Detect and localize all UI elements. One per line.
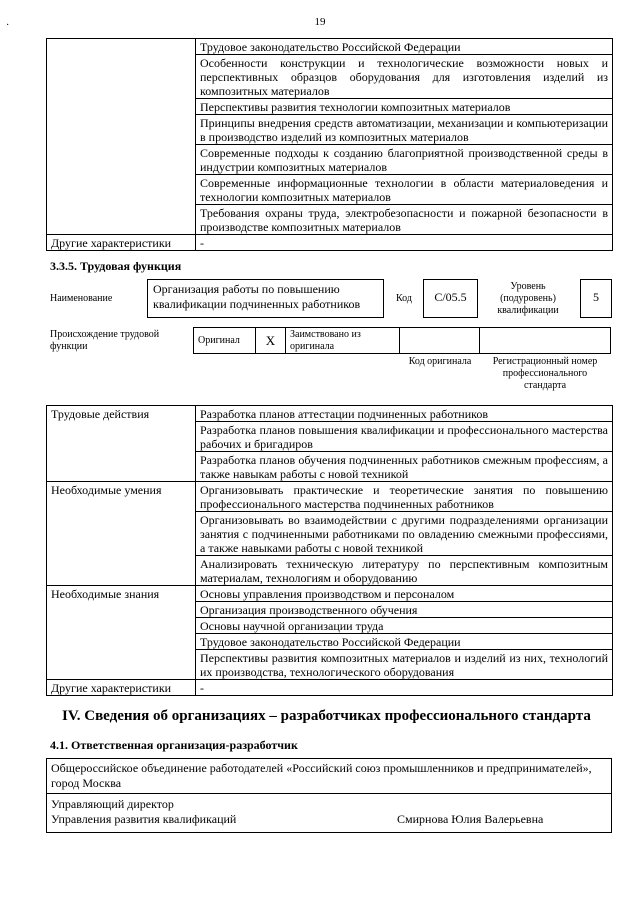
actions-label: Трудовые действия xyxy=(47,406,196,482)
knowledge-item: Принципы внедрения средств автоматизации, механизации и компьютеризации в производство изделий из композитных материалов xyxy=(196,115,613,145)
action-item: Разработка планов повышения квалификации и профессионального мастерства рабочих и бригадиров xyxy=(196,422,613,452)
knowledge-item: Трудовое законодательство Российской Федерации xyxy=(196,39,613,55)
function-name: Организация работы по повышению квалификации подчиненных работников xyxy=(153,282,361,311)
borrowed-label: Заимствовано из оригинала xyxy=(286,328,400,354)
signatory-cell xyxy=(47,794,612,833)
page-number: 19 xyxy=(314,16,326,28)
developer-org-table xyxy=(46,758,612,833)
top-knowledge-table xyxy=(46,38,613,251)
function-heading: 3.3.5. Трудовая функция xyxy=(50,259,182,273)
code-value: С/05.5 xyxy=(434,290,467,304)
position-line-1: Управляющий директор xyxy=(51,797,174,811)
code-original-cell xyxy=(400,328,480,354)
knowledge-item: Требования охраны труда, электробезопасности и пожарной безопасности в производстве композитных материалов xyxy=(196,205,613,235)
subsection-heading: 4.1. Ответственная организация-разработчик xyxy=(50,738,298,752)
skills-label: Необходимые умения xyxy=(47,482,196,586)
corner-mark: · xyxy=(6,20,10,31)
other-characteristics-value: - xyxy=(196,235,613,251)
position-line-2: Управления развития квалификаций xyxy=(51,812,237,826)
function-details-table xyxy=(46,405,613,696)
other-characteristics-value: - xyxy=(196,680,613,696)
empty-label-cell xyxy=(47,39,196,235)
knowledge-label: Необходимые знания xyxy=(47,586,196,680)
knowledge-item: Перспективы развития технологии композитных материалов xyxy=(196,99,613,115)
skill-item: Анализировать техническую литературу по перспективным композитным материалам, технологиям и оборудованию xyxy=(196,556,613,586)
org-name: Общероссийское объединение работодателей «Российский союз промышленников и предпринимателей», город Москва xyxy=(47,759,612,794)
action-item: Разработка планов обучения подчиненных работников смежным профессиям, а также навыкам работы с новой техникой xyxy=(196,452,613,482)
knowledge-item: Современные подходы к созданию благоприятной производственной среды в индустрии композитных материалов xyxy=(196,145,613,175)
other-characteristics-label: Другие характеристики xyxy=(47,235,196,251)
knowledge-item: Современные информационные технологии в области материаловедения и технологии композитных материалов xyxy=(196,175,613,205)
action-item: Разработка планов аттестации подчиненных работников xyxy=(196,406,613,422)
skill-item: Организовывать во взаимодействии с другими подразделениями организации занятия с подчиненными работниками по овладению смежными профессиями, а также навыками работы с новой техникой xyxy=(196,512,613,556)
original-label: Оригинал xyxy=(194,328,256,354)
level-box xyxy=(580,279,612,318)
other-characteristics-label: Другие характеристики xyxy=(47,680,196,696)
name-label: Наименование xyxy=(50,293,113,304)
origin-label: Происхождение трудовой функции xyxy=(50,329,160,352)
code-label: Код xyxy=(396,293,412,304)
code-box xyxy=(423,279,478,318)
level-label: Уровень (подуровень) квалификации xyxy=(497,281,559,316)
knowledge-item: Основы научной организации труда xyxy=(196,618,613,634)
reg-number-cell xyxy=(480,328,611,354)
section-heading: IV. Сведения об организациях – разработчиках профессионального стандарта xyxy=(62,708,591,724)
original-mark: X xyxy=(256,328,286,354)
reg-number-label: Регистрационный номер профессионального стандарта xyxy=(492,356,598,391)
skill-item: Организовывать практические и теоретические занятия по повышению профессионального мастерства подчиненных работников xyxy=(196,482,613,512)
code-original-label: Код оригинала xyxy=(408,356,472,367)
person-name: Смирнова Юлия Валерьевна xyxy=(397,812,544,826)
origin-table xyxy=(193,327,611,354)
knowledge-item: Организация производственного обучения xyxy=(196,602,613,618)
level-value: 5 xyxy=(593,290,599,304)
knowledge-item: Перспективы развития композитных материалов и изделий из них, технологий их производства, технологического оборудования xyxy=(196,650,613,680)
knowledge-item: Трудовое законодательство Российской Федерации xyxy=(196,634,613,650)
knowledge-item: Основы управления производством и персоналом xyxy=(196,586,613,602)
knowledge-item: Особенности конструкции и технологические возможности новых и перспективных образцов оборудования для изготовления изделий из композитных материалов xyxy=(196,55,613,99)
function-name-box xyxy=(147,279,384,318)
